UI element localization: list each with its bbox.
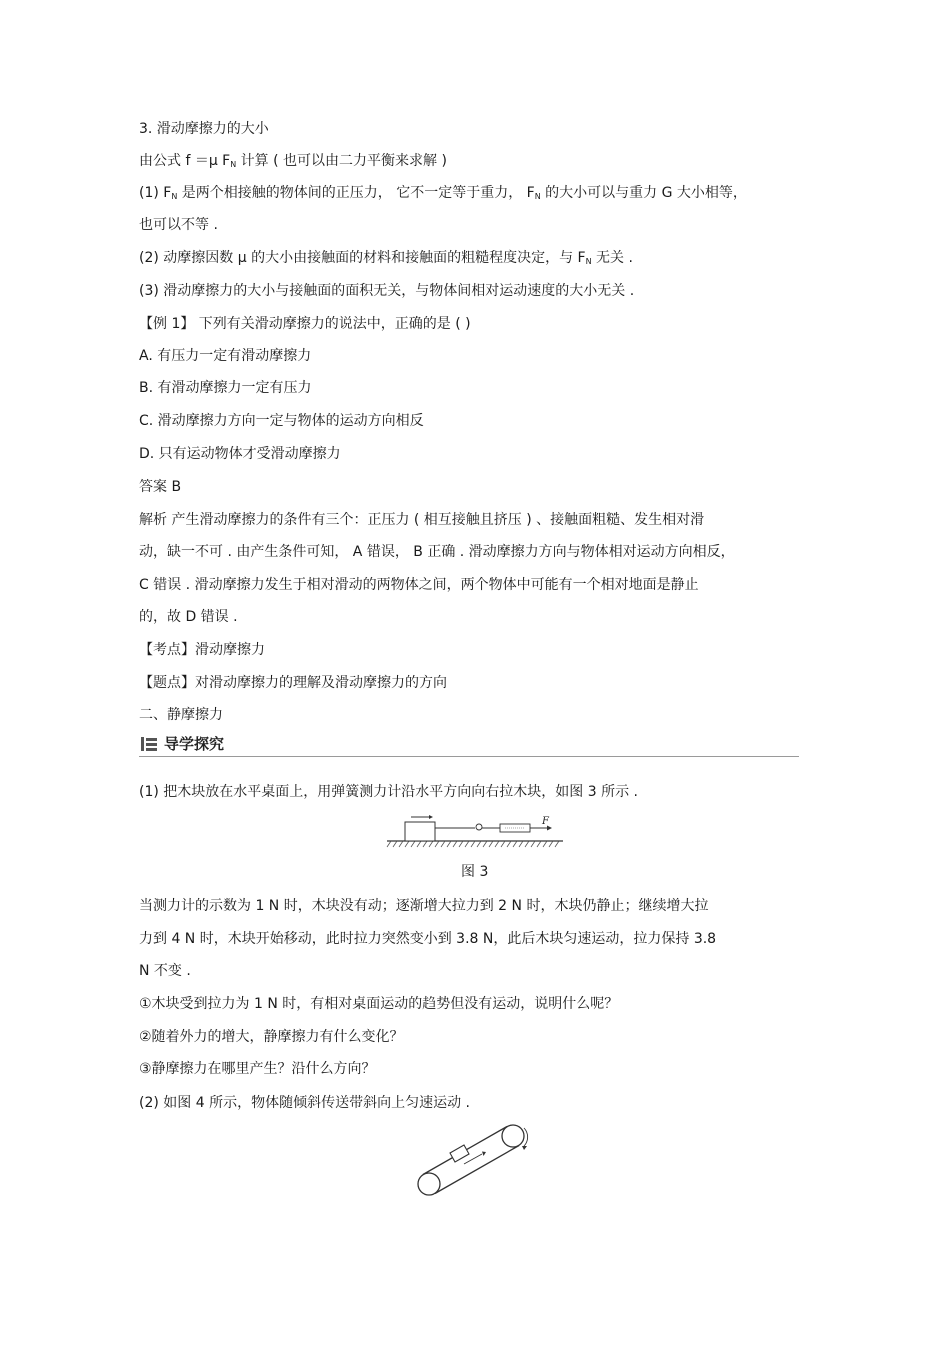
analysis-line-1: 解析 产生滑动摩擦力的条件有三个：正压力 ( 相互接触且挤压 ) 、接触面粗糙、发生相对滑 [139, 512, 705, 528]
point-1-text-end: 的大小可以与重力 G 大小相等， [540, 185, 747, 201]
guided-inquiry-title: 导学探究 [164, 735, 225, 753]
option-b: B. 有滑动摩擦力一定有压力 [139, 380, 312, 396]
question-circle-1: ①木块受到拉力为 1 N 时，有相对桌面运动的趋势但没有运动，说明什么呢？ [139, 996, 619, 1012]
knowledge-point: 【考点】滑动摩擦力 [139, 642, 265, 658]
inquiry-1-description-1: 当测力计的示数为 1 N 时，木块没有动；逐渐增大拉力到 2 N 时，木块仍静止；继续增大拉 [139, 898, 709, 914]
formula-line [139, 151, 819, 175]
question-circle-2: ②随着外力的增大，静摩擦力有什么变化？ [139, 1029, 404, 1045]
force-label-f: F [542, 816, 549, 827]
point-1-text-cont: 是两个相接触的物体间的正压力， 它不一定等于重力， F [177, 185, 535, 201]
subscript-n: N [585, 257, 592, 266]
formula-text-cont: 计算 ( 也可以由二力平衡来求解 ) [236, 153, 447, 169]
inquiry-1-description-2: 力到 4 N 时，木块开始移动，此时拉力突然变小到 3.8 N，此后木块匀速运动，拉力保持 3.8 [139, 931, 717, 947]
option-a: A. 有压力一定有滑动摩擦力 [139, 348, 312, 364]
section-title-static-friction: 二、静摩擦力 [139, 707, 223, 723]
formula-text: 由公式 f ＝μ F [139, 153, 231, 169]
point-2-text-end: 无关 . [591, 250, 633, 266]
analysis-line-4: 的，故 D 错误 . [139, 609, 238, 625]
answer-line: 答案 B [139, 479, 182, 495]
figure-4-inclined-conveyor-belt [410, 1118, 540, 1203]
option-d: D. 只有运动物体才受滑动摩擦力 [139, 446, 341, 462]
figure-3-caption: 图 3 [461, 864, 489, 880]
subscript-n: N [534, 192, 541, 201]
heading-divider [139, 756, 799, 757]
analysis-line-3: C 错误 . 滑动摩擦力发生于相对滑动的两物体之间，两个物体中可能有一个相对地面是静止 [139, 577, 699, 593]
point-2-line [139, 248, 819, 272]
point-1-line [139, 183, 819, 207]
inquiry-1-description-3: N 不变 . [139, 963, 191, 979]
inquiry-1-prompt: (1) 把木块放在水平桌面上，用弹簧测力计沿水平方向向右拉木块，如图 3 所示 . [139, 784, 638, 800]
figure-3-block-spring-scale [385, 812, 565, 850]
question-point: 【题点】对滑动摩擦力的理解及滑动摩擦力的方向 [139, 675, 447, 691]
inquiry-2-prompt: (2) 如图 4 所示，物体随倾斜传送带斜向上匀速运动 . [139, 1095, 470, 1111]
point-1-continuation: 也可以不等 . [139, 217, 218, 233]
example-1-question: 【例 1】 下列有关滑动摩擦力的说法中，正确的是 ( ) [139, 316, 471, 332]
list-icon [141, 737, 157, 751]
section-title-sliding-friction-magnitude: 3. 滑动摩擦力的大小 [139, 121, 269, 137]
option-c: C. 滑动摩擦力方向一定与物体的运动方向相反 [139, 413, 424, 429]
subscript-n: N [230, 160, 237, 169]
guided-inquiry-heading [139, 734, 799, 758]
point-1-text: (1) F [139, 185, 172, 201]
point-3-line: (3) 滑动摩擦力的大小与接触面的面积无关，与物体间相对运动速度的大小无关 . [139, 283, 635, 299]
point-2-text: (2) 动摩擦因数 μ 的大小由接触面的材料和接触面的粗糙程度决定，与 F [139, 250, 586, 266]
subscript-n: N [171, 192, 178, 201]
question-circle-3: ③静摩擦力在哪里产生？沿什么方向？ [139, 1061, 376, 1077]
analysis-line-2: 动，缺一不可 . 由产生条件可知， A 错误， B 正确 . 滑动摩擦力方向与物体相对运动方向相反， [139, 544, 735, 560]
